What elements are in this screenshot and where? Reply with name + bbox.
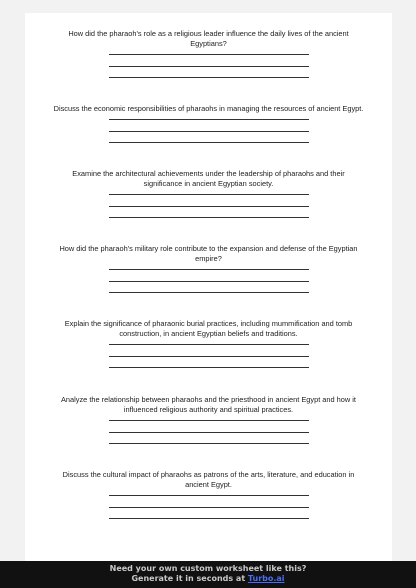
answer-line [109,77,309,78]
question-4 [25,244,392,304]
answer-lines [25,344,392,368]
answer-line [109,194,309,195]
promo-footer [0,561,416,588]
answer-line [109,518,309,519]
answer-line [109,142,309,143]
answer-line [109,443,309,444]
question-text: How did the pharaoh's role as a religious leader influence the daily lives of the ancient Egyptians? [68,29,349,48]
turbo-ai-link[interactable]: Turbo.ai [247,574,285,583]
answer-line [109,507,309,508]
answer-line [109,356,309,357]
answer-line [109,292,309,293]
question-text: Discuss the cultural impact of pharaohs as patrons of the arts, literature, and education in ancient Egypt. [62,470,355,489]
question-1 [25,29,392,89]
question-text: Explain the significance of pharaonic burial practices, including mummification and tomb construction, in ancient Egyptian beliefs and traditions. [64,319,353,338]
question-7 [25,470,392,530]
answer-line [109,66,309,67]
answer-lines [25,194,392,218]
answer-lines [25,420,392,444]
answer-line [109,495,309,496]
answer-lines [25,119,392,143]
answer-lines [25,269,392,293]
answer-lines [25,495,392,519]
question-5 [25,319,392,379]
answer-line [109,432,309,433]
question-text: How did the pharaoh's military role contribute to the expansion and defense of the Egyptian empire? [59,244,358,263]
question-text: Discuss the economic responsibilities of pharaohs in managing the resources of ancient Egypt. [53,104,364,113]
answer-line [109,367,309,368]
question-text: Analyze the relationship between pharaohs and the priesthood in ancient Egypt and how it influenced religious authority and spiritual practices. [60,395,356,414]
question-6 [25,395,392,455]
worksheet-page [25,13,392,561]
answer-line [109,344,309,345]
question-text: Examine the architectural achievements under the leadership of pharaohs and their significance in ancient Egyptian society. [72,169,345,188]
answer-lines [25,54,392,78]
answer-line [109,217,309,218]
answer-line [109,206,309,207]
answer-line [109,131,309,132]
promo-line-1: Need your own custom worksheet like this? [109,564,307,573]
question-2 [25,104,392,154]
answer-line [109,54,309,55]
answer-line [109,269,309,270]
answer-line [109,119,309,120]
answer-line [109,420,309,421]
question-3 [25,169,392,229]
promo-line-2 [0,574,416,584]
answer-line [109,281,309,282]
promo-line-2-prefix: Generate it in seconds at [131,574,248,583]
